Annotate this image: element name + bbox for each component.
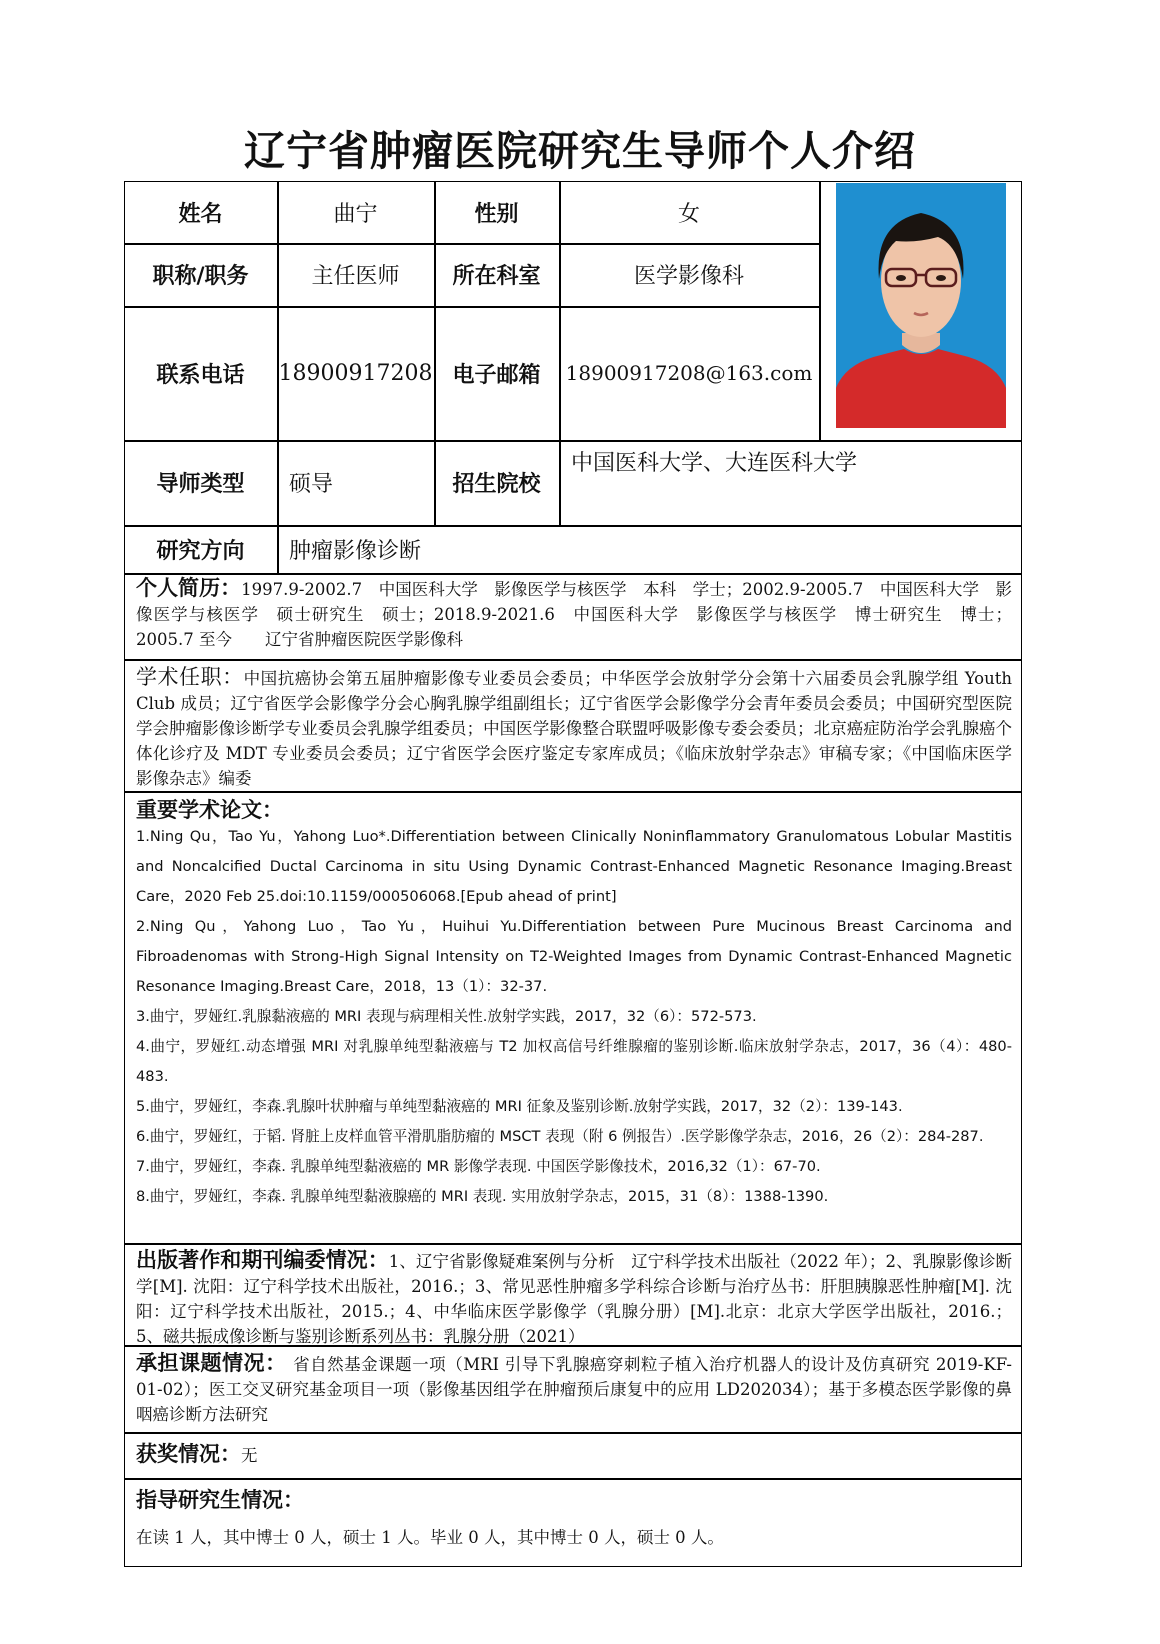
row-divider <box>124 1243 1022 1245</box>
awards-heading: 获奖情况： <box>136 1442 241 1466</box>
row-divider <box>124 1478 1022 1480</box>
col-divider <box>819 181 821 440</box>
dept-label: 所在科室 <box>452 264 541 289</box>
gender-value: 女 <box>677 201 700 227</box>
mentor-type-value: 硕导 <box>289 472 334 497</box>
name-label: 姓名 <box>178 201 223 227</box>
projects-text: 省自然基金课题一项（MRI 引导下乳腺癌穿刺粒子植入治疗机器人的设计及仿真研究 2019-KF-01-02）；医工交叉研究基金项目一项（影像基因组学在肿瘤预后康复中的应用 LD202034）；基于多模态医学影像的鼻咽癌诊断方法研究 <box>136 1355 1012 1424</box>
paper-item: 7.曲宁，罗娅红，李森. 乳腺单纯型黏液癌的 MR 影像学表现. 中国医学影像技术，2016,32（1）：67-70. <box>136 1158 821 1175</box>
positions-heading: 学术任职： <box>136 665 244 689</box>
row-divider <box>124 1432 1022 1434</box>
title-label: 职称/职务 <box>152 264 249 289</box>
row-divider <box>124 573 1022 575</box>
paper-item: 3.曲宁，罗娅红.乳腺黏液癌的 MRI 表现与病理相关性.放射学实践，2017，32（6）：572-573. <box>136 1008 757 1025</box>
papers-list <box>136 822 1012 1212</box>
students-section <box>136 1488 1012 1550</box>
students-heading: 指导研究生情况： <box>136 1488 304 1512</box>
books-heading: 出版著作和期刊编委情况： <box>136 1248 389 1272</box>
positions-section <box>136 665 1012 791</box>
school-label: 招生院校 <box>452 472 541 497</box>
phone-label: 联系电话 <box>156 362 245 388</box>
resume-text: 1997.9-2002.7 中国医科大学 影像医学与核医学 本科 学士；2002.9-2005.7 中国医科大学 影像医学与核医学 硕士研究生 硕士；2018.9-2021.6 中国医科大学 影像医学与核医学 博士研究生 博士；2005.7 至今 辽宁省肿瘤医院医学影像科 <box>136 580 1012 649</box>
row-divider <box>124 659 1022 661</box>
projects-heading: 承担课题情况： <box>136 1351 277 1375</box>
phone-value: 18900917208 <box>278 360 433 386</box>
books-text: 1、辽宁省影像疑难案例与分析 辽宁科学技术出版社（2022 年）；2、乳腺影像诊断学[M]. 沈阳：辽宁科学技术出版社，2016.；3、常见恶性肿瘤多学科综合诊断与治疗丛书：肝胆胰腺恶性肿瘤[M]. 沈阳：辽宁科学技术出版社，2015.；4、中华临床医学影像学（乳腺分册）[M].北京：北京大学医学出版社，2016.；5、磁共振成像诊断与鉴别诊断系列丛书：乳腺分册（2021） <box>136 1252 1013 1346</box>
paper-item: 4.曲宁，罗娅红.动态增强 MRI 对乳腺单纯型黏液癌与 T2 加权高信号纤维腺瘤的鉴别诊断.临床放射学杂志，2017，36（4）：480-483. <box>136 1038 1012 1085</box>
resume-section <box>136 576 1012 652</box>
paper-item: 8.曲宁，罗娅红，李森. 乳腺单纯型黏液腺癌的 MRI 表现. 实用放射学杂志，2015，31（8）：1388-1390. <box>136 1188 829 1205</box>
books-section <box>136 1248 1012 1349</box>
name-value: 曲宁 <box>333 201 378 227</box>
email-label: 电子邮箱 <box>452 362 541 388</box>
school-value: 中国医科大学、大连医科大学 <box>571 451 858 476</box>
paper-item: 1.Ning Qu，Tao Yu，Yahong Luo*.Differentiation between Clinically Noninflammatory Granulomatous Lobular Mastitis and Noncalcified Ductal Carcinoma in situ Using Dynamic Contrast-Enhanced Magnetic Resonance Imaging.Breast Care，2020 Feb 25.doi:10.1159/000506068.[Epub ahead of print] <box>136 828 1012 905</box>
awards-section <box>136 1442 1012 1468</box>
page-title: 辽宁省肿瘤医院研究生导师个人介绍 <box>244 127 916 175</box>
portrait-photo <box>836 183 1006 428</box>
positions-text: 中国抗癌协会第五届肿瘤影像专业委员会委员；中华医学会放射学分会第十六届委员会乳腺学组 Youth Club 成员；辽宁省医学会影像学分会心胸乳腺学组副组长；辽宁省医学会影像学分会青年委员会委员；中国研究型医院学会肿瘤影像诊断学专业委员会乳腺学组委员；中国医学影像整合联盟呼吸影像专委会委员；北京癌症防治学会乳腺癌个体化诊疗及 MDT 专业委员会委员；辽宁省医学会医疗鉴定专家库成员；《临床放射学杂志》审稿专家；《中国临床医学影像杂志》编委 <box>136 669 1012 788</box>
dept-value: 医学影像科 <box>633 264 744 289</box>
paper-item: 6.曲宁，罗娅红，于韬. 肾脏上皮样血管平滑肌脂肪瘤的 MSCT 表现（附 6 例报告）.医学影像学杂志，2016，26（2）：284-287. <box>136 1128 984 1145</box>
mentor-type-label: 导师类型 <box>156 472 245 497</box>
awards-text: 无 <box>241 1446 258 1465</box>
gender-label: 性别 <box>474 201 519 227</box>
students-text: 在读 1 人，其中博士 0 人，硕士 1 人。毕业 0 人，其中博士 0 人，硕士 0 人。 <box>136 1528 724 1547</box>
email-value: 18900917208@163.com <box>565 361 813 385</box>
research-label: 研究方向 <box>156 538 245 564</box>
resume-heading: 个人简历： <box>136 576 242 600</box>
title-value: 主任医师 <box>311 264 400 289</box>
portrait-image <box>836 183 1006 428</box>
row-divider <box>124 791 1022 793</box>
paper-item: 5.曲宁，罗娅红，李森.乳腺叶状肿瘤与单纯型黏液癌的 MRI 征象及鉴别诊断.放射学实践，2017，32（2）：139-143. <box>136 1098 903 1115</box>
research-value: 肿瘤影像诊断 <box>289 538 422 564</box>
paper-item: 2.Ning Qu，Yahong Luo，Tao Yu，Huihui Yu.Differentiation between Pure Mucinous Breast Carcinoma and Fibroadenomas with Strong-High Signal Intensity on T2-Weighted Images from Dynamic Contrast-Enhanced Magnetic Resonance Imaging.Breast Care，2018，13（1）：32-37. <box>136 918 1012 995</box>
projects-section <box>136 1351 1012 1427</box>
papers-heading: 重要学术论文： <box>136 798 283 822</box>
